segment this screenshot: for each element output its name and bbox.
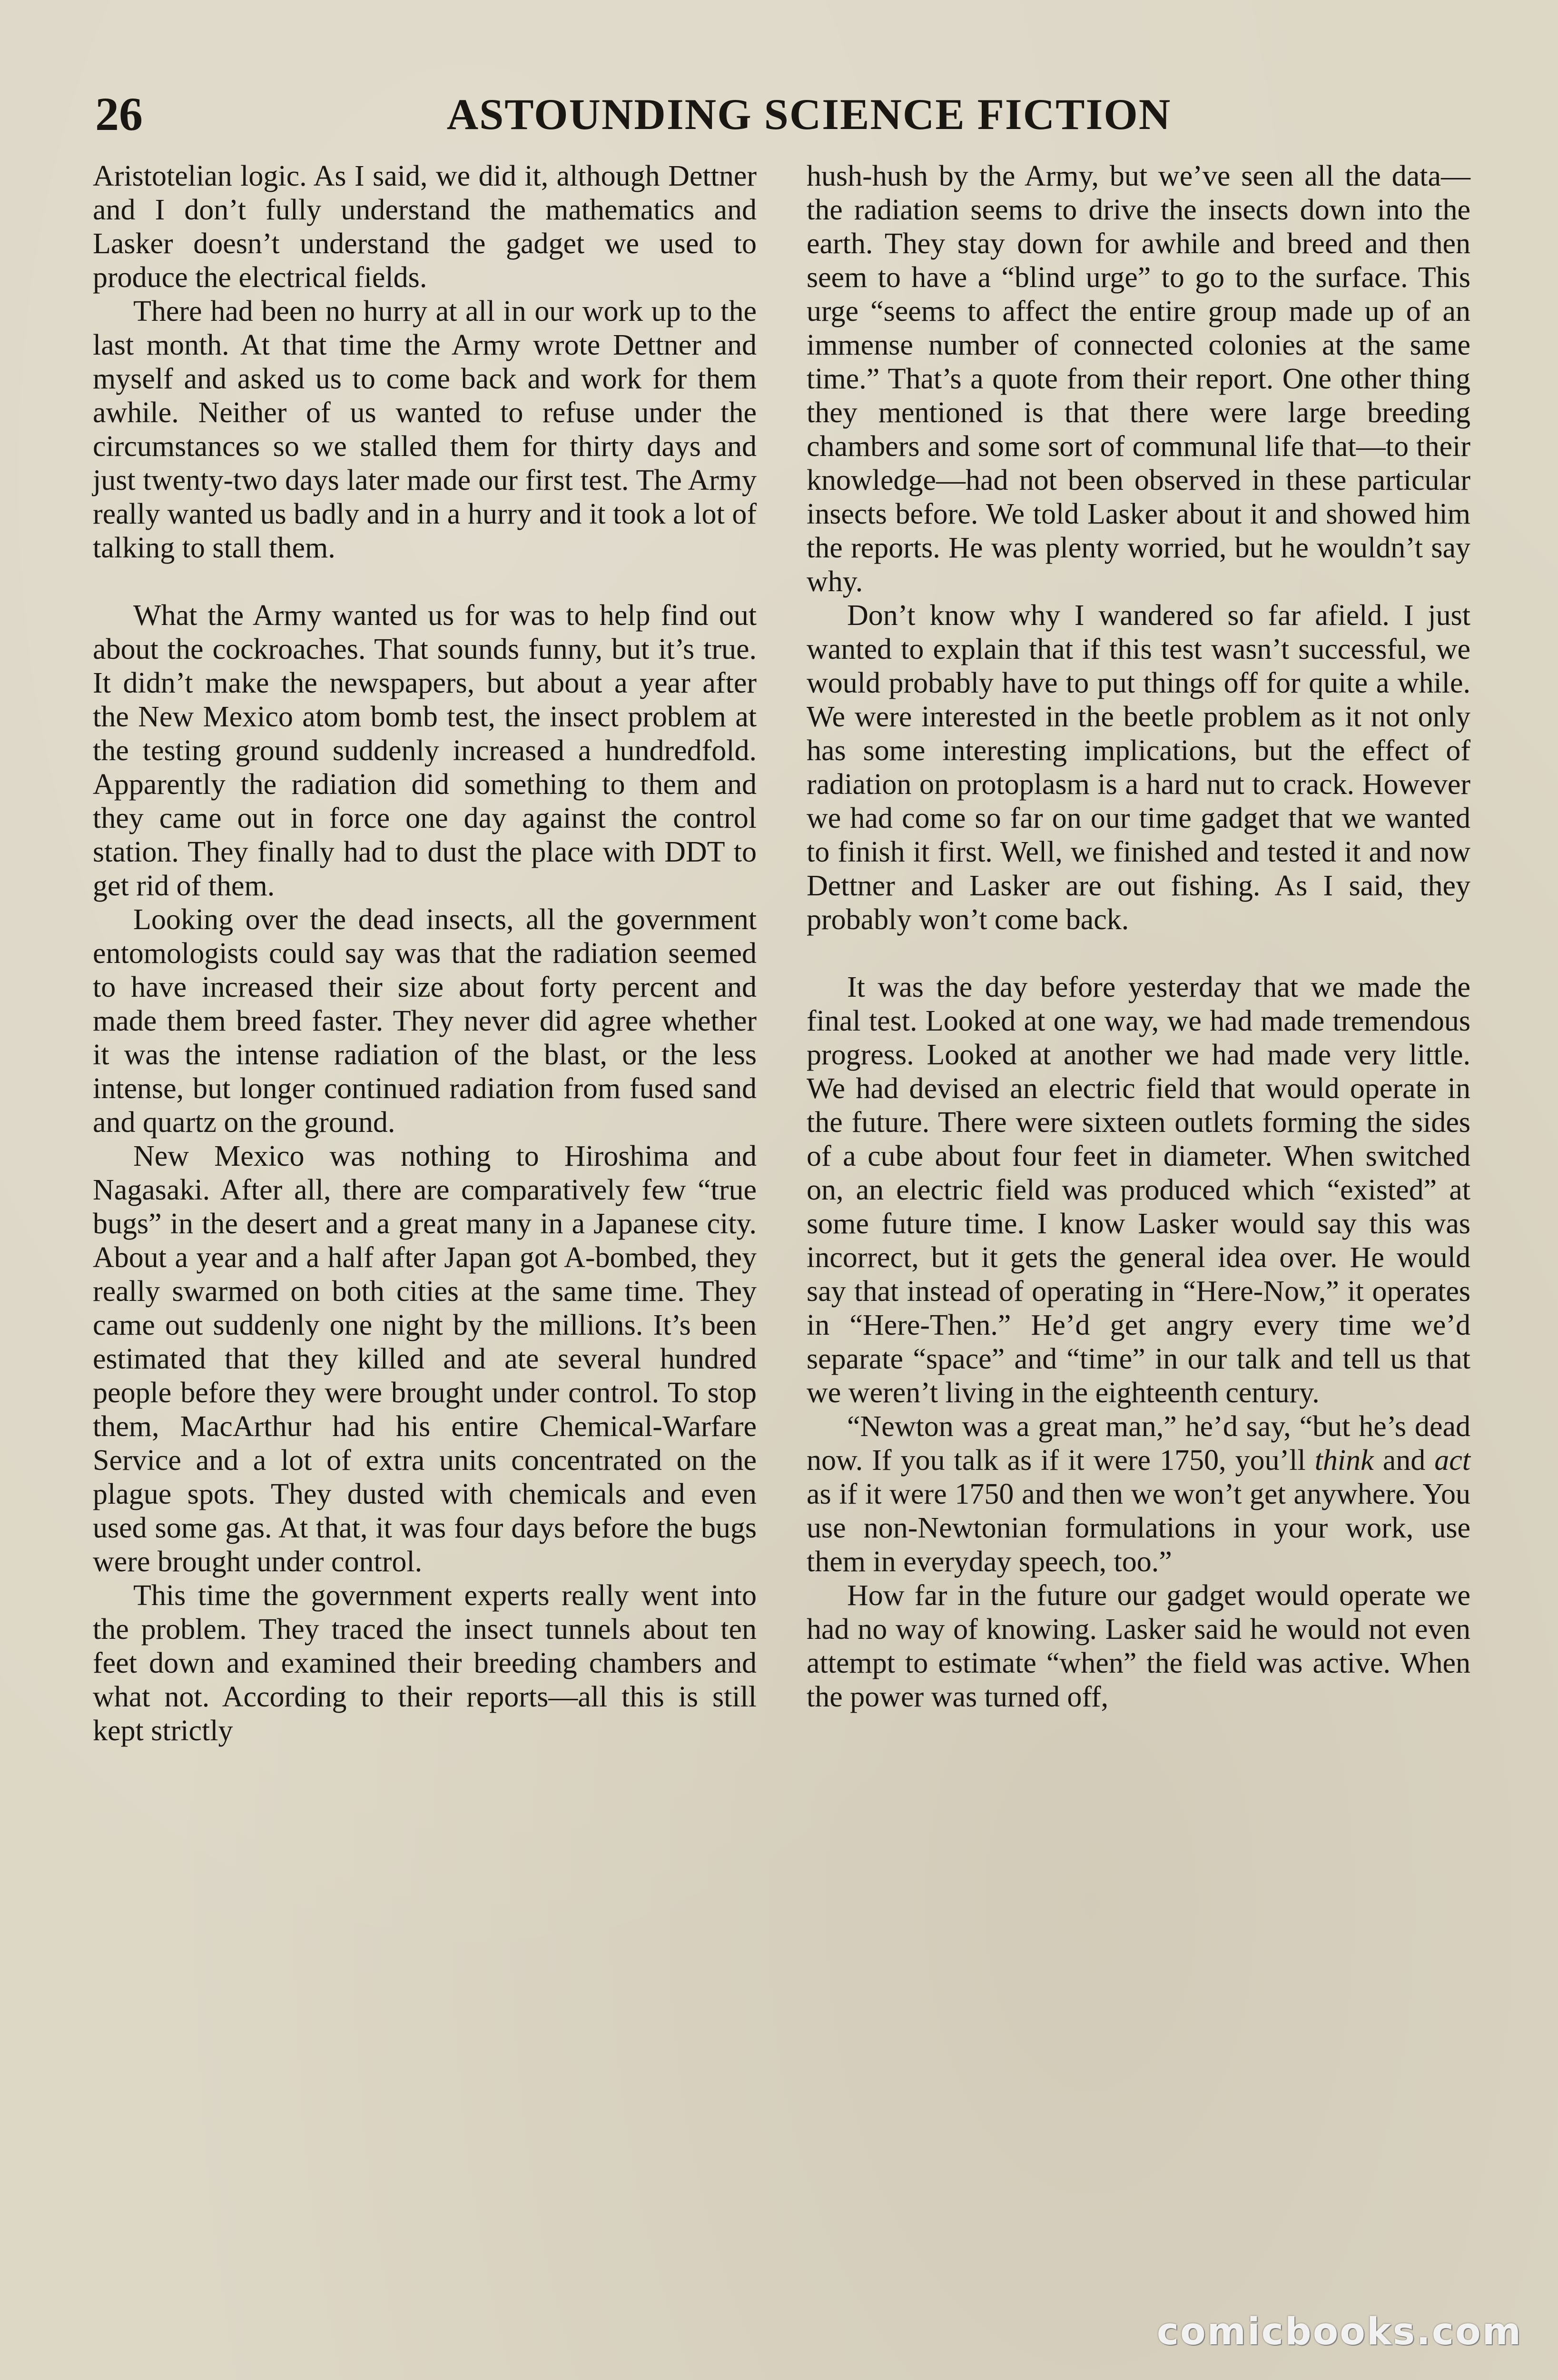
paragraph: Don’t know why I wandered so far afield. I just wanted to explain that if this test wasn’t successful, we would probably have to put things off for quite a while. We were interested in the beetle problem as it not only has some interesting implications, but the effect of radiation on protoplasm is a hard nut to crack. However we had come so far on our time gadget that we wanted to finish it first. Well, we finished and tested it and now Dettner and Lasker are out fishing. As I said, they probably won’t come back. [807,599,1470,936]
emphasis: act [1434,1444,1470,1477]
emphasis: think [1314,1444,1374,1477]
text-run: as if it were 1750 and then we won’t get anywhere. You use non-Newtonian formulations in your work, use them in everyday speech, too.” [807,1478,1470,1578]
paragraph: Aristotelian logic. As I said, we did it, although Dettner and I don’t fully understand the mathematics and Lasker doesn’t understand the gadget we used to produce the electrical fields. [93,160,757,294]
right-column [807,159,1470,1714]
left-column [93,159,757,1748]
paragraph: This time the government experts really went into the problem. They traced the insect tunnels about ten feet down and examined their breeding chambers and what not. According to their reports—all this is still kept strictly [93,1579,757,1747]
watermark: comicbooks.com [1156,2311,1522,2353]
paragraph [807,1410,1470,1579]
running-title: ASTOUNDING SCIENCE FICTION [446,90,1172,139]
paragraph: hush-hush by the Army, but we’ve seen all the data—the radiation seems to drive the insects down into the earth. They stay down for awhile and breed and then seem to have a “blind urge” to go to the surface. This urge “seems to affect the entire group made up of an immense number of connected colonies at the same time.” That’s a quote from their report. One other thing they mentioned is that there were large breeding chambers and some sort of communal life that—to their knowledge—had not been observed in these particular insects before. We told Lasker about it and showed him the reports. He was plenty worried, but he wouldn’t say why. [807,160,1470,598]
paragraph: It was the day before yesterday that we made the final test. Looked at one way, we had made tremendous progress. Looked at another we had made very little. We had devised an electric field that would operate in the future. There were sixteen outlets forming the sides of a cube about four feet in diameter. When switched on, an electric field was produced which “existed” at some future time. I know Lasker would say this was incorrect, but it gets the general idea over. He would say that instead of operating in “Here-Now,” it operates in “Here-Then.” He’d get angry every time we’d separate “space” and “time” in our talk and tell us that we weren’t living in the eighteenth century. [807,971,1470,1409]
page-header [95,81,1475,148]
text-run: and [1373,1444,1435,1477]
paragraph: New Mexico was nothing to Hiroshima and Nagasaki. After all, there are comparatively few “true bugs” in the desert and a great many in a Japanese city. About a year and a half after Japan got A-bombed, they really swarmed on both cities at the same time. They came out suddenly one night by the millions. It’s been estimated that they killed and ate several hundred people before they were brought under control. To stop them, MacArthur had his entire Chemical-Warfare Service and a lot of extra units concentrated on the plague spots. They dusted with chemicals and even used some gas. At that, it was four days before the bugs were brought under control. [93,1140,757,1578]
paragraph: What the Army wanted us for was to help find out about the cockroaches. That sounds funny, but it’s true. It didn’t make the newspapers, but about a year after the New Mexico atom bomb test, the insect problem at the testing ground suddenly increased a hundredfold. Apparently the radiation did something to them and they came out in force one day against the control station. They finally had to dust the place with DDT to get rid of them. [93,599,757,902]
paragraph: There had been no hurry at all in our work up to the last month. At that time the Army wrote Dettner and myself and asked us to come back and work for them awhile. Neither of us wanted to refuse under the circumstances so we stalled them for thirty days and just twenty-two days later made our first test. The Army really wanted us badly and in a hurry and it took a lot of talking to stall them. [93,295,757,564]
paragraph: Looking over the dead insects, all the government entomologists could say was that the radiation seemed to have increased their size about forty percent and made them breed faster. They never did agree whether it was the intense radiation of the blast, or the less intense, but longer continued radiation from fused sand and quartz on the ground. [93,903,757,1139]
page-number: 26 [95,88,143,140]
paragraph: How far in the future our gadget would operate we had no way of knowing. Lasker said he would not even attempt to estimate “when” the field was active. When the power was turned off, [807,1579,1470,1713]
text-run: “Newton was a great man,” he’d say, “but he’s dead now. If you talk as if it were 1750, you’ll [807,1410,1470,1477]
